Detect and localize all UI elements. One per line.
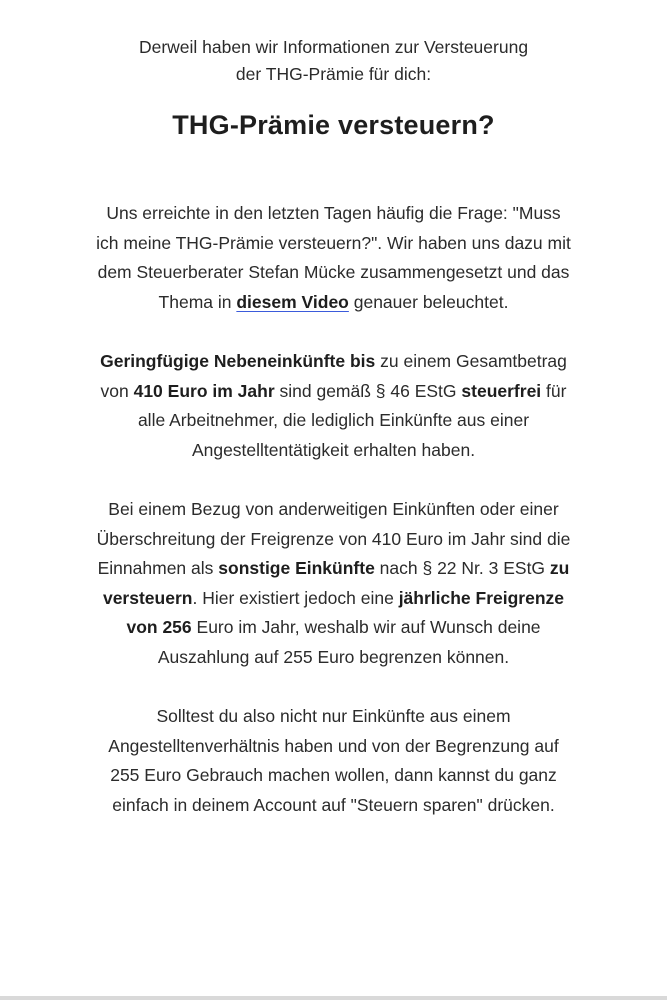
bold-annual-allowance: jährliche Freigrenze von 256 (126, 587, 565, 637)
video-link[interactable]: diesem Video (236, 291, 349, 312)
paragraph-question (94, 199, 574, 317)
intro-text (84, 34, 584, 88)
bold-other-income: sonstige Einkünfte (218, 558, 375, 578)
bold-to-tax: zu versteuern (102, 558, 570, 608)
intro-line-2: der THG-Prämie für dich: (235, 64, 432, 84)
paragraph-taxable (94, 495, 574, 672)
paragraph-tax-free-text-3: für alle Arbeitnehmer, die lediglich Einkünfte aus einer Angestelltentätigkeit erhalten haben. (137, 380, 567, 460)
bold-tax-free: steuerfrei (461, 380, 542, 401)
paragraph-tax-free-text-1: zu einem Gesamtbetrag von (100, 351, 567, 401)
paragraph-taxable-text-1: Bei einem Bezug von anderweitigen Einkünften oder einer Überschreitung der Freigrenze von 410 Euro im Jahr sind die Einnahmen als (96, 499, 571, 578)
page-title: THG-Prämie versteuern? (172, 110, 495, 140)
paragraph-tax-free-text-2: sind gemäß § 46 EStG (274, 380, 462, 401)
paragraph-tax-free (94, 347, 574, 465)
paragraph-taxable-text-3: . Hier existiert jedoch eine (192, 587, 399, 608)
paragraph-save-taxes: Solltest du also nicht nur Einkünfte aus einem Angestelltenverhältnis haben und von der Begrenzung auf 255 Euro Gebrauch machen wollen, dann kannst du ganz einfach in deinem Account auf "Steuern sparen" drücken. (108, 706, 559, 815)
bold-amount-410: 410 Euro im Jahr (133, 380, 275, 401)
intro-line-1: Derweil haben wir Informationen zur Versteuerung (138, 37, 529, 57)
paragraph-taxable-text-4: Euro im Jahr, weshalb wir auf Wunsch deine Auszahlung auf 255 Euro begrenzen können. (157, 617, 541, 667)
paragraph-question-text: Uns erreichte in den letzten Tagen häufig die Frage: "Muss ich meine THG-Prämie versteuern?". Wir haben uns dazu mit dem Steuerberater Stefan Mücke zusammengesetzt und das Thema in (96, 203, 571, 312)
bottom-divider (0, 996, 667, 1000)
bold-minor-income: Geringfügige Nebeneinkünfte bis (100, 351, 376, 371)
paragraph-taxable-text-2: nach § 22 Nr. 3 EStG (374, 558, 550, 578)
paragraph-question-end: genauer beleuchtet. (348, 291, 509, 312)
